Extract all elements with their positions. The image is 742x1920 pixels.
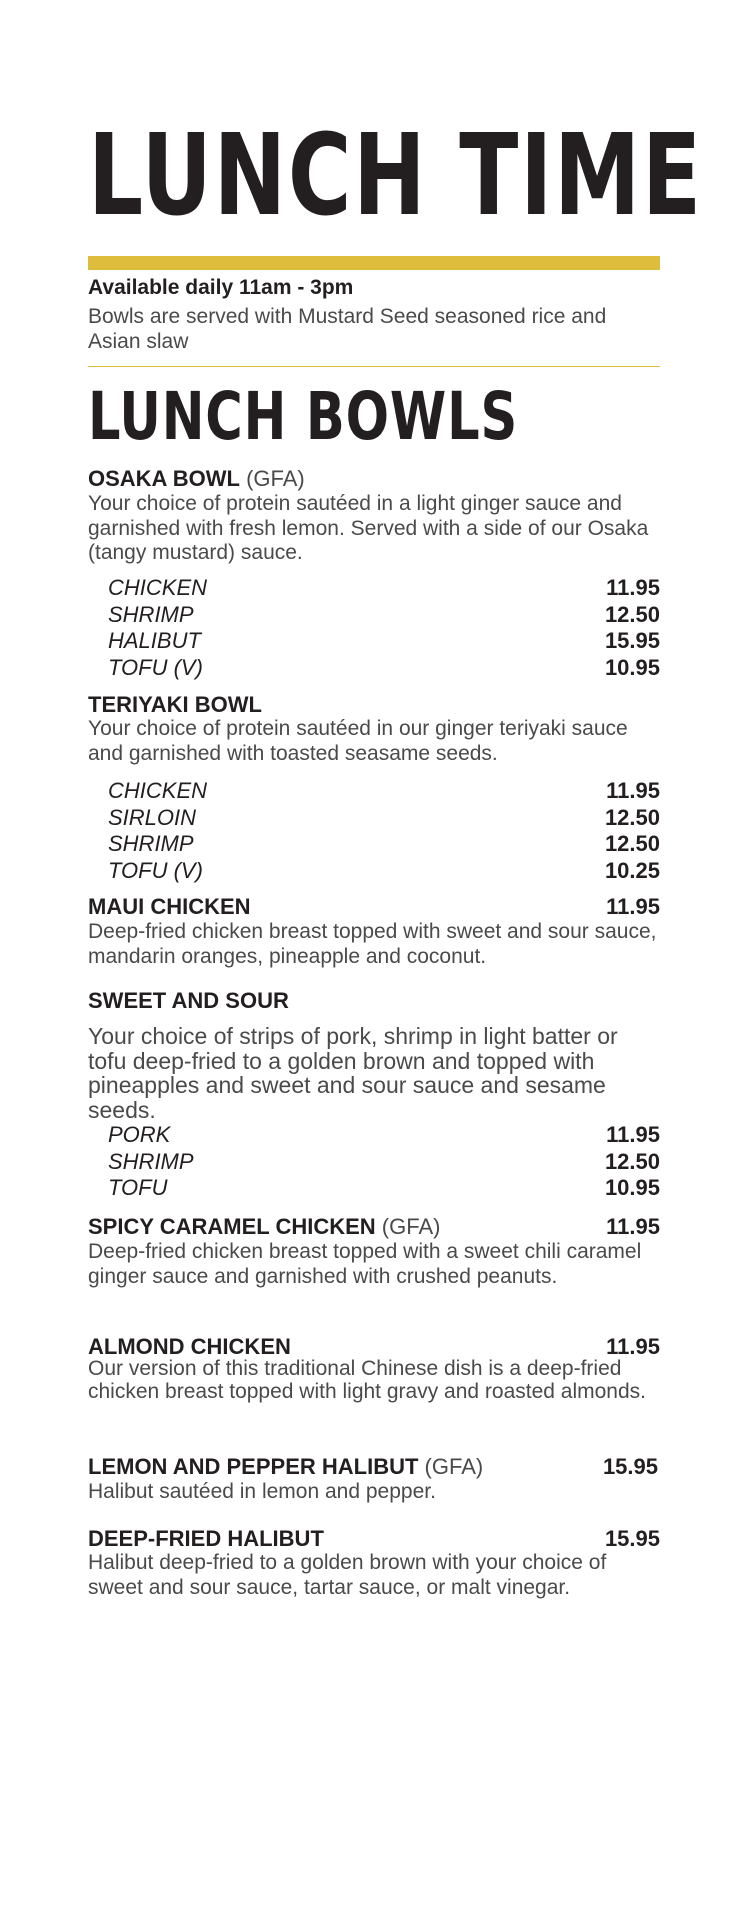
page-title: LUNCH TIME	[88, 111, 703, 241]
option-price: 12.50	[604, 601, 660, 627]
option-name: TOFU	[108, 1175, 168, 1201]
option-row	[108, 805, 660, 832]
menu-item-deep-fried-halibut	[88, 1526, 660, 1552]
item-name: SPICY CARAMEL CHICKEN	[88, 1214, 376, 1239]
option-price: 10.95	[604, 1175, 660, 1201]
item-description: Deep-fried chicken breast topped with a sweet chili caramel ginger sauce and garnished with crushed peanuts.	[88, 1240, 642, 1288]
item-description: Our version of this traditional Chinese dish is a deep-fried chicken breast topped with light gravy and roasted almonds.	[88, 1357, 646, 1403]
option-name: CHICKEN	[108, 575, 208, 600]
item-name: DEEP-FRIED HALIBUT	[88, 1526, 324, 1551]
menu-item-osaka-bowl	[88, 466, 660, 492]
option-row	[108, 858, 660, 885]
item-price: 15.95	[604, 1526, 660, 1551]
option-price: 11.95	[606, 778, 660, 803]
option-name: SHRIMP	[108, 601, 194, 627]
intro-text: Bowls are served with Mustard Seed seasoned rice and Asian slaw	[88, 305, 607, 353]
option-price: 10.25	[604, 858, 660, 884]
item-description: Your choice of strips of pork, shrimp in light batter or tofu deep-fried to a golden brown and topped with pineapples and sweet and sour sauce and sesame seeds.	[88, 1023, 618, 1123]
menu-item-maui-chicken	[88, 894, 660, 920]
item-price: 11.95	[606, 1214, 660, 1239]
option-name: CHICKEN	[108, 778, 208, 803]
item-description: Your choice of protein sautéed in our ginger teriyaki sauce and garnished with toasted seasame seeds.	[88, 717, 628, 765]
option-row	[108, 575, 660, 602]
availability-text: Available daily 11am - 3pm	[88, 276, 354, 299]
option-row	[108, 831, 660, 858]
item-name: OSAKA BOWL	[88, 466, 240, 491]
option-price: 10.95	[604, 655, 660, 681]
item-description: Deep-fried chicken breast topped with sweet and sour sauce, mandarin oranges, pineapple and coconut.	[88, 920, 657, 968]
option-name: TOFU (V)	[108, 858, 203, 884]
item-name: LEMON AND PEPPER HALIBUT	[88, 1454, 419, 1479]
item-description: Halibut deep-fried to a golden brown with your choice of sweet and sour sauce, tartar sauce, or malt vinegar.	[88, 1551, 607, 1599]
menu-item-lemon-pepper-halibut	[88, 1454, 660, 1480]
item-name: TERIYAKI BOWL	[88, 692, 262, 717]
item-name: MAUI CHICKEN	[88, 894, 251, 919]
option-name: SHRIMP	[108, 1148, 194, 1174]
item-price: 11.95	[606, 894, 660, 919]
option-price: 12.50	[604, 831, 660, 857]
option-name: PORK	[108, 1122, 171, 1147]
menu-item-sweet-and-sour	[88, 988, 660, 1014]
dietary-tag: (GFA)	[381, 1214, 441, 1239]
section-divider	[88, 366, 660, 367]
option-name: SIRLOIN	[108, 804, 197, 830]
option-list	[108, 1122, 660, 1202]
item-name: SWEET AND SOUR	[88, 988, 289, 1013]
option-name: TOFU (V)	[108, 655, 203, 681]
option-name: SHRIMP	[108, 831, 194, 857]
option-price: 11.95	[606, 1122, 660, 1147]
dietary-tag: (GFA)	[246, 466, 305, 491]
option-name: HALIBUT	[108, 628, 201, 654]
option-price: 15.95	[604, 628, 660, 654]
menu-item-teriyaki-bowl	[88, 692, 660, 718]
option-price: 12.50	[604, 804, 660, 830]
item-description: Halibut sautéed in lemon and pepper.	[88, 1480, 436, 1503]
option-row	[108, 778, 660, 805]
accent-divider	[88, 256, 660, 270]
option-price: 12.50	[604, 1148, 660, 1174]
item-description: Your choice of protein sautéed in a light ginger sauce and garnished with fresh lemon. Served with a side of our Osaka (tangy mustard) sauce.	[88, 492, 649, 564]
menu-item-spicy-caramel-chicken	[88, 1214, 660, 1240]
option-row	[108, 1149, 660, 1176]
option-row	[108, 1122, 660, 1149]
item-name: ALMOND CHICKEN	[88, 1334, 291, 1359]
option-row	[108, 628, 660, 655]
item-price: 15.95	[602, 1454, 658, 1479]
item-price: 11.95	[606, 1334, 660, 1359]
option-row	[108, 655, 660, 682]
option-list	[108, 575, 660, 682]
option-row	[108, 602, 660, 629]
option-row	[108, 1175, 660, 1202]
section-title: LUNCH BOWLS	[88, 378, 519, 455]
option-price: 11.95	[606, 575, 660, 600]
dietary-tag: (GFA)	[424, 1454, 484, 1479]
option-list	[108, 778, 660, 885]
